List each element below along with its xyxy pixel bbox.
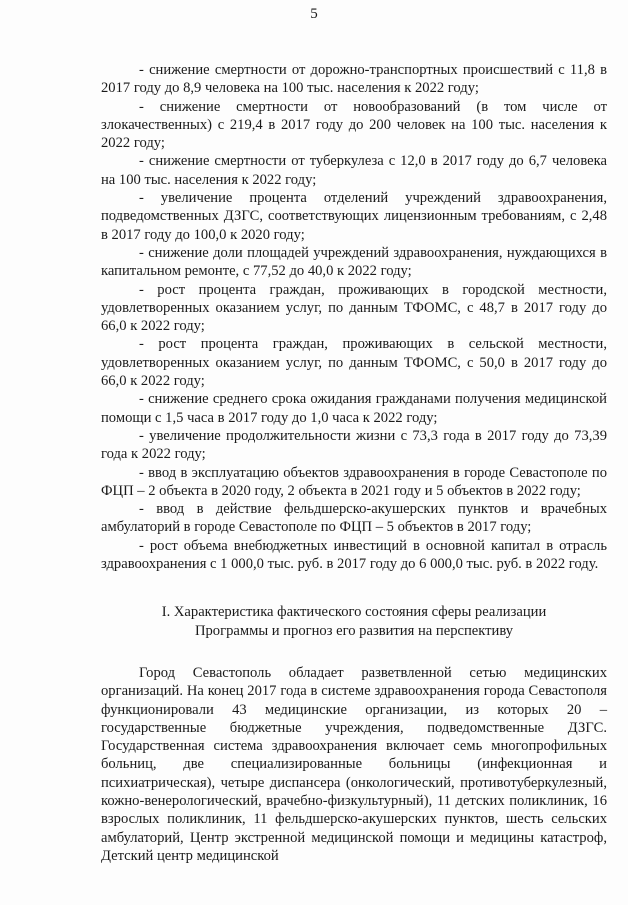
body-paragraph: Город Севастополь обладает разветвленной сетью медицинских организаций. На конец 2017 года в системе здравоохранения города Севастополя функционировали 43 медицинские организации, из которых 20 – государственные бюджетные учреждения, подведомственные ДЗГС. Государственная система здравоохранения включает семь многопрофильных больниц, две специализированные больницы (инфекционная и психиатрическая), четыре диспансера (онкологический, противотуберкулезный, кожно-венерологический, врачебно-физкультурный), 11 детских поликлиник, 16 взрослых поликлиник, 11 фельдшерско-акушерских пунктов, шесть сельских амбулаторий, Центр экстренной медицинской помощи и медицины катастроф, Детский центр медицинской [101,664,607,864]
list-item: - снижение смертности от дорожно-транспортных происшествий с 11,8 в 2017 году до 8,9 человека на 100 тыс. населения к 2022 году; [101,62,607,97]
list-item: - ввод в эксплуатацию объектов здравоохранения в городе Севастополе по ФЦП – 2 объекта в 2020 году, 2 объекта в 2021 году и 5 объектов в 2022 году; [101,464,607,499]
section-heading-line: I. Характеристика фактического состояния сферы реализации [161,604,547,621]
section-heading [101,603,607,640]
list-item: - ввод в действие фельдшерско-акушерских пунктов и врачебных амбулаторий в городе Севастополе по ФЦП – 5 объектов в 2017 году; [101,501,607,536]
section-heading-line: Программы и прогноз его развития на перспективу [194,622,514,639]
list-item: - рост объема внебюджетных инвестиций в основной капитал в отрасль здравоохранения с 1 000,0 тыс. руб. в 2017 году до 6 000,0 тыс. руб. в 2022 году. [101,537,607,573]
list-item: - снижение смертности от туберкулеза с 12,0 в 2017 году до 6,7 человека на 100 тыс. населения к 2022 году; [101,153,607,188]
list-item: - увеличение продолжительности жизни с 73,3 года в 2017 году до 73,39 года к 2022 году; [101,427,607,463]
list-item: - рост процента граждан, проживающих в городской местности, удовлетворенных оказанием услуг, по данным ТФОМС, с 48,7 в 2017 году до 66,0 к 2022 году; [101,281,607,335]
page-number: 5 [310,6,318,22]
list-item: - снижение среднего срока ожидания гражданами получения медицинской помощи с 1,5 часа в 2017 году до 1,0 часа к 2022 году; [101,391,607,426]
page-content [101,61,607,865]
list-item: - снижение смертности от новообразований (в том числе от злокачественных) с 219,4 в 2017 году до 200 человек на 100 тыс. населения к 2022 году; [101,98,607,152]
list-item: - увеличение процента отделений учреждений здравоохранения, подведомственных ДЗГС, соответствующих лицензионным требованиям, с 2,48 в 2017 году до 100,0 к 2020 году; [101,190,607,243]
list-item: - снижение доли площадей учреждений здравоохранения, нуждающихся в капитальном ремонте, с 77,52 до 40,0 к 2022 году; [101,244,607,280]
list-item: - рост процента граждан, проживающих в сельской местности, удовлетворенных оказанием услуг, по данным ТФОМС, с 50,0 в 2017 году до 66,0 к 2022 году; [101,336,607,390]
